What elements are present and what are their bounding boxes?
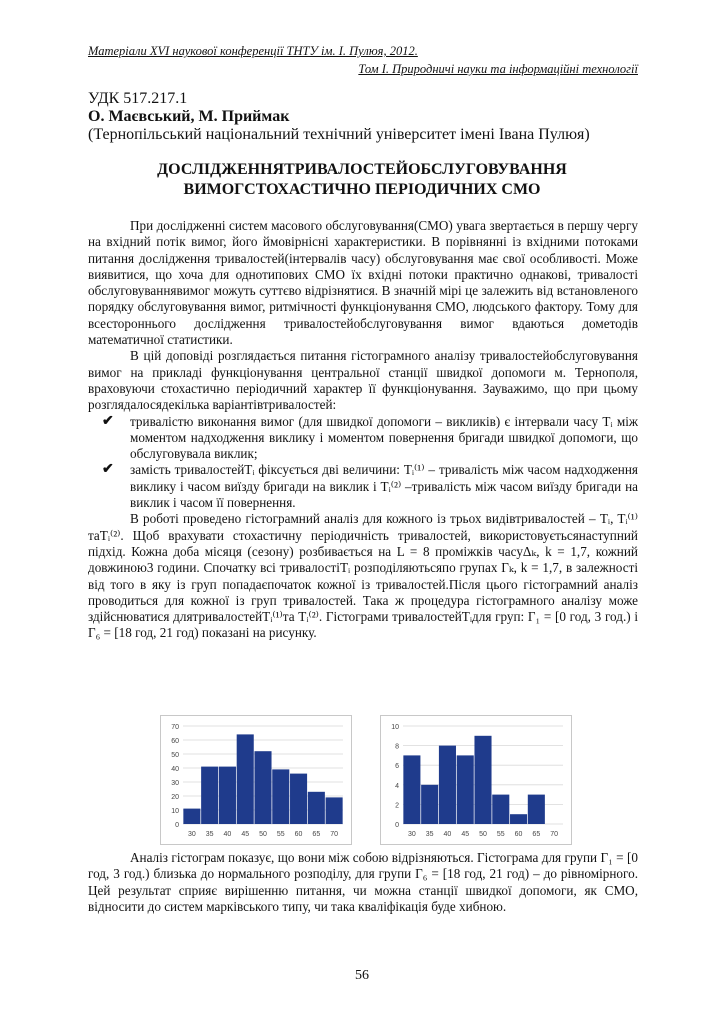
histogram-group-1 [160, 715, 352, 845]
paper-title [88, 160, 636, 200]
page-number: 56 [355, 968, 369, 983]
x-tick-label: 45 [461, 831, 470, 838]
affiliation: (Тернопільський національний технічний університет імені Івана Пулюя) [88, 126, 590, 143]
x-tick-label: 70 [550, 831, 559, 838]
conclusion-body [88, 850, 638, 915]
y-tick-label: 2 [395, 802, 399, 810]
volume-header: Том І. Природничі науки та інформаційні технології [358, 62, 638, 76]
checkmark-icon: ✔ [102, 413, 114, 429]
y-tick-label: 50 [171, 752, 179, 759]
histogram-bar [403, 755, 420, 824]
title-line-2: ВИМОГСТОХАСТИЧНО ПЕРІОДИЧНИХ СМО [183, 181, 541, 198]
histogram-bar [272, 769, 289, 824]
histogram-bar [254, 751, 271, 824]
list-item [88, 414, 638, 463]
paragraph: При дослідженні систем масового обслуговування(СМО) увага звертається в першу чергу на вхідний потік вимог, його ймовірнісні характеристики. В порівнянні із вхідними потоками питання дослідження тривалостей(інтервалів часу) обслуговування має свої особливості. Може виявитися, що хоча для однотипових СМО їх вхідні потоки практично однакові, тривалості обслуговуваннявимог можуть суттєво відрізнятися. В значній мірі це залежить від встановленого порядку обслуговування вимог, ритмічності функціонування СМО, людського фактору. Тому для всестороннього дослідження тривалостейобслуговування вимог вдаються дометодів математичної статистики. [88, 218, 638, 348]
x-tick-label: 60 [294, 831, 303, 838]
list-item-text: замість тривалостейTᵢ фіксується дві величини: Tᵢ⁽¹⁾ – тривалість між часом надходження виклику і часом виїзду бригади на виклик і Tᵢ⁽²⁾ –тривалість між часом виїзду бригади на виклик і часом її повернення. [130, 462, 638, 511]
histogram-bar [510, 814, 527, 824]
paragraph: В цій доповіді розглядається питання гістограмного аналізу тривалостейобслуговування вимог на прикладі функціонування центральної станції швидкої допомоги м. Тернополя, враховуючи стохастично періодичний характер її функціонування. Зауважимо, що при цьому розглядалосядекілька варіантівтривалостей: [88, 348, 638, 413]
histogram-bar [183, 809, 200, 824]
journal-header: Матеріали XVI наукової конференції ТНТУ ім. І. Пулюя, 2012. [88, 44, 418, 58]
histogram-bar [201, 767, 218, 824]
list-item-text: тривалістю виконання вимог (для швидкої допомоги – викликів) є інтервали часу Tᵢ між моментом надходження виклику і моментом повернення бригади швидкої допомоги, що обслуговувала виклик; [130, 413, 638, 462]
list-item [88, 462, 638, 511]
histogram-bar [528, 795, 545, 824]
histogram-bar [492, 795, 509, 824]
x-tick-label: 60 [514, 831, 523, 838]
x-tick-label: 70 [330, 831, 339, 838]
x-tick-label: 30 [407, 831, 416, 838]
y-tick-label: 4 [395, 782, 399, 790]
paragraph: Аналіз гістограм показує, що вони між собою відрізняються. Гістограма для групи Г₁ = [0 год, 3 год.) близька до нормального розподілу, для групи Г₆ = [18 год, 21 год) – до рівномірного. Цей результат сприяє вирішенню питання, чи можна станції швидкої допомоги, як СМО, відносити до систем марківського типу, чи така кваліфікація буде хибною. [88, 850, 638, 914]
histogram-bar [308, 792, 325, 824]
y-tick-label: 0 [175, 822, 179, 829]
histogram-bar [219, 767, 236, 824]
y-tick-label: 8 [395, 743, 399, 751]
y-tick-label: 6 [395, 763, 399, 771]
histogram-bar [439, 746, 456, 824]
x-tick-label: 65 [312, 831, 321, 838]
histogram-group-6 [380, 715, 572, 845]
histogram-bar [237, 734, 254, 824]
y-tick-label: 0 [395, 822, 399, 829]
histogram-bar [474, 736, 491, 824]
bullet-list [88, 414, 638, 512]
x-tick-label: 35 [425, 831, 434, 838]
x-tick-label: 50 [259, 831, 267, 838]
x-tick-label: 30 [187, 831, 196, 838]
histogram-bar [326, 797, 343, 824]
x-tick-label: 40 [223, 831, 232, 838]
x-tick-label: 45 [241, 831, 250, 838]
histogram-bar [457, 755, 474, 824]
x-tick-label: 35 [205, 831, 214, 838]
x-tick-label: 55 [276, 831, 285, 838]
y-tick-label: 30 [171, 780, 179, 787]
x-tick-label: 65 [532, 831, 541, 838]
y-tick-label: 10 [171, 808, 179, 815]
paragraph: В роботі проведено гістограмний аналіз для кожного із трьох видівтривалостей – Tᵢ, Tᵢ⁽¹⁾таTᵢ⁽²⁾. Щоб врахувати стохастичну періодичність тривалостей, використовуєтьсянаступний підхід. Кожна доба місяця (сезону) розбивається на L = 8 проміжків часуΔₖ, k = 1,7, кожний довжиною3 години. Спочатку всі тривалостіTᵢ розподіляютьсяпо групах Гₖ, k = 1,7, в залежності від того в яку із груп попадаєпочаток кожної із тривалостей.Після цього гістограмний аналіз проводиться для кожної із груп тривалостей. Така ж процедура гістограмного аналізу може здійснюватися длятривалостейTᵢ⁽¹⁾та Tᵢ⁽²⁾. Гістограми тривалостейTᵢдля груп: Г₁ = [0 год, 3 год.) і Г₆ = [18 год, 21 год) показані на рисунку. [88, 511, 638, 641]
y-tick-label: 40 [171, 766, 179, 773]
y-tick-label: 20 [171, 794, 179, 801]
histogram-bar [290, 774, 307, 824]
checkmark-icon: ✔ [102, 462, 114, 478]
x-tick-label: 50 [479, 831, 487, 838]
y-tick-label: 60 [171, 738, 179, 745]
histogram-bar [421, 785, 438, 824]
x-tick-label: 55 [496, 831, 505, 838]
y-tick-label: 70 [171, 724, 179, 731]
udk-code: УДК 517.217.1 [88, 90, 188, 107]
histograms-figure [160, 715, 580, 845]
authors: О. Маєвський, М. Приймак [88, 108, 290, 125]
x-tick-label: 40 [443, 831, 452, 838]
title-line-1: ДОСЛІДЖЕННЯТРИВАЛОСТЕЙОБСЛУГОВУВАННЯ [157, 161, 567, 178]
main-body [88, 218, 638, 642]
y-tick-label: 10 [391, 724, 399, 731]
